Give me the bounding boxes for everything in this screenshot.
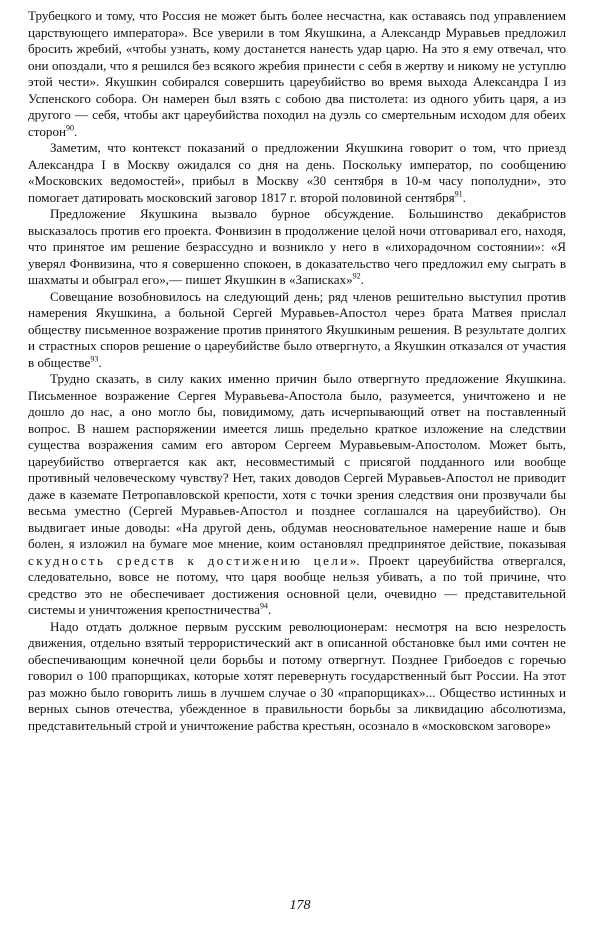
text-run: Заметим, что контекст показаний о предложении Якушкина говорит о том, что приезд Александра I в Москву ожидался со дня на день. Поскольку император, по сообщению «Московских ведомостей», прибыл в Москву «30 сентября в 10-м часу пополудни», это помогает датировать московский заговор 1817 г. второй половиной сентября (28, 140, 566, 205)
text-run: Предложение Якушкина вызвало бурное обсуждение. Большинство декабристов высказалось против его проекта. Фонвизин в продолжение целой ночи отговаривал его, находя, что принятое им решение безрассудно и возникло у него в «лихорадочном состоянии»: «Я уверял Фонвизина, что я совершенно спокоен, в доказательство чего предложил ему сыграть в шахматы и обыграл его»,— пишет Якушкин в «Записках» (28, 206, 566, 287)
text-run: . (267, 602, 272, 617)
spaced-emphasis: скудность средств к достижению цели (28, 552, 350, 568)
paragraph (28, 619, 566, 735)
text-run: . (74, 123, 78, 139)
page-number: 178 (289, 898, 311, 913)
footnote-ref: 90 (66, 123, 75, 133)
text-run: Трудно сказать, в силу каких именно причин было отвергнуто предложение Якушкина. Письменное возражение Сергея Муравьева-Апостола было, разумеется, уничтожено и не дошло до нас, а оно могло бы, повидимому, дать исчерпывающий ответ на поставленный вопрос. В нашем распоряжении имеется лишь предельно краткое изложение на следствии существа возражения самим его автором Сергеем Муравьевым-Апостолом. Может быть, цареубийство отвергается как акт, несовместимый с присягой подданного или вообще противный человеческому чувству? Нет, таких доводов Сергей Муравьев-Апостол не приводит даже в каземате Петропавловской крепости, хотя с точки зрения следствия они прозвучали бы весьма уместно (Сергей Муравьев-Апостол и позднее соглашался на цареубийство). Он выдвигает иные доводы: «На другой день, обдумав неосновательное намерение наше и быв болен, я изложил на бумаге мое мнение, коим остановлял предпринятое действие, показывая (28, 371, 566, 551)
text-run: . (98, 354, 102, 370)
text-run: Совещание возобновилось на следующий день; ряд членов решительно выступил против намерения Якушкина, а больной Сергей Муравьев-Апостол через брата Матвея прислал обществу письменное возражение против принятого Якушкиным решения. В результате долгих и страстных споров решение о цареубийстве было отвергнуто, а Якушкин отказался от участия в обществе (28, 288, 566, 370)
text-run: ». Проект цареубийства отвергался, следовательно, вовсе не потому, что царя вообще нельзя убивать, а по той причине, что средство это не обеспечивает достижения основной цели, очевидно — представительной системы и уничтожения крепостничества (28, 552, 566, 617)
paragraph (28, 8, 566, 140)
paragraph (28, 371, 566, 619)
text-run: Трубецкого и тому, что Россия не может быть более несчастна, как оставаясь под управлением царствующего императора». Все уверили в том Якушкина, а Александр Муравьев предложил бросить жребий, «чтобы узнать, кому достанется нанесть удар царю. На это я ему отвечал, что они опоздали, что я решился без всякого жребия принести с себя в жертву и никому не уступлю этой чести». Якушкин собирался совершить цареубийство во время выхода Александра I из Успенского собора. Он намерен был взять с собою два пистолета: из одного убить царя, а из другого — себя, чтобы акт цареубийства походил на дуэль со смертельным исходом для обеих сторон (28, 8, 566, 139)
text-run: . (462, 189, 466, 205)
paragraph (28, 206, 566, 289)
page-body (28, 8, 566, 734)
footnote-ref: 94 (259, 601, 268, 611)
paragraph (28, 289, 566, 372)
text-run: . (360, 272, 364, 287)
text-run: Надо отдать должное первым русским революционерам: несмотря на всю незрелость движения, отдельно взятый террористический акт в описанной обстановке был ими сочтен не обеспечивающим конечной цели борьбы и потому отвергнут. Позднее Грибоедов с горечью говорил о 100 прапорщиках, которые хотят перевернуть государственный быт России. На этот раз можно было говорить лишь в лучшем случае о 30 «прапорщиках»... Общество истинных и верных сынов отечества, убежденное в правильности борьбы за ликвидацию абсолютизма, представительный строй и уничтожение рабства крестьян, осознало в «московском заговоре» (28, 618, 566, 733)
footnote-ref: 91 (454, 189, 463, 199)
footnote-ref: 92 (352, 271, 361, 281)
paragraph (28, 140, 566, 206)
footnote-ref: 93 (90, 354, 99, 364)
